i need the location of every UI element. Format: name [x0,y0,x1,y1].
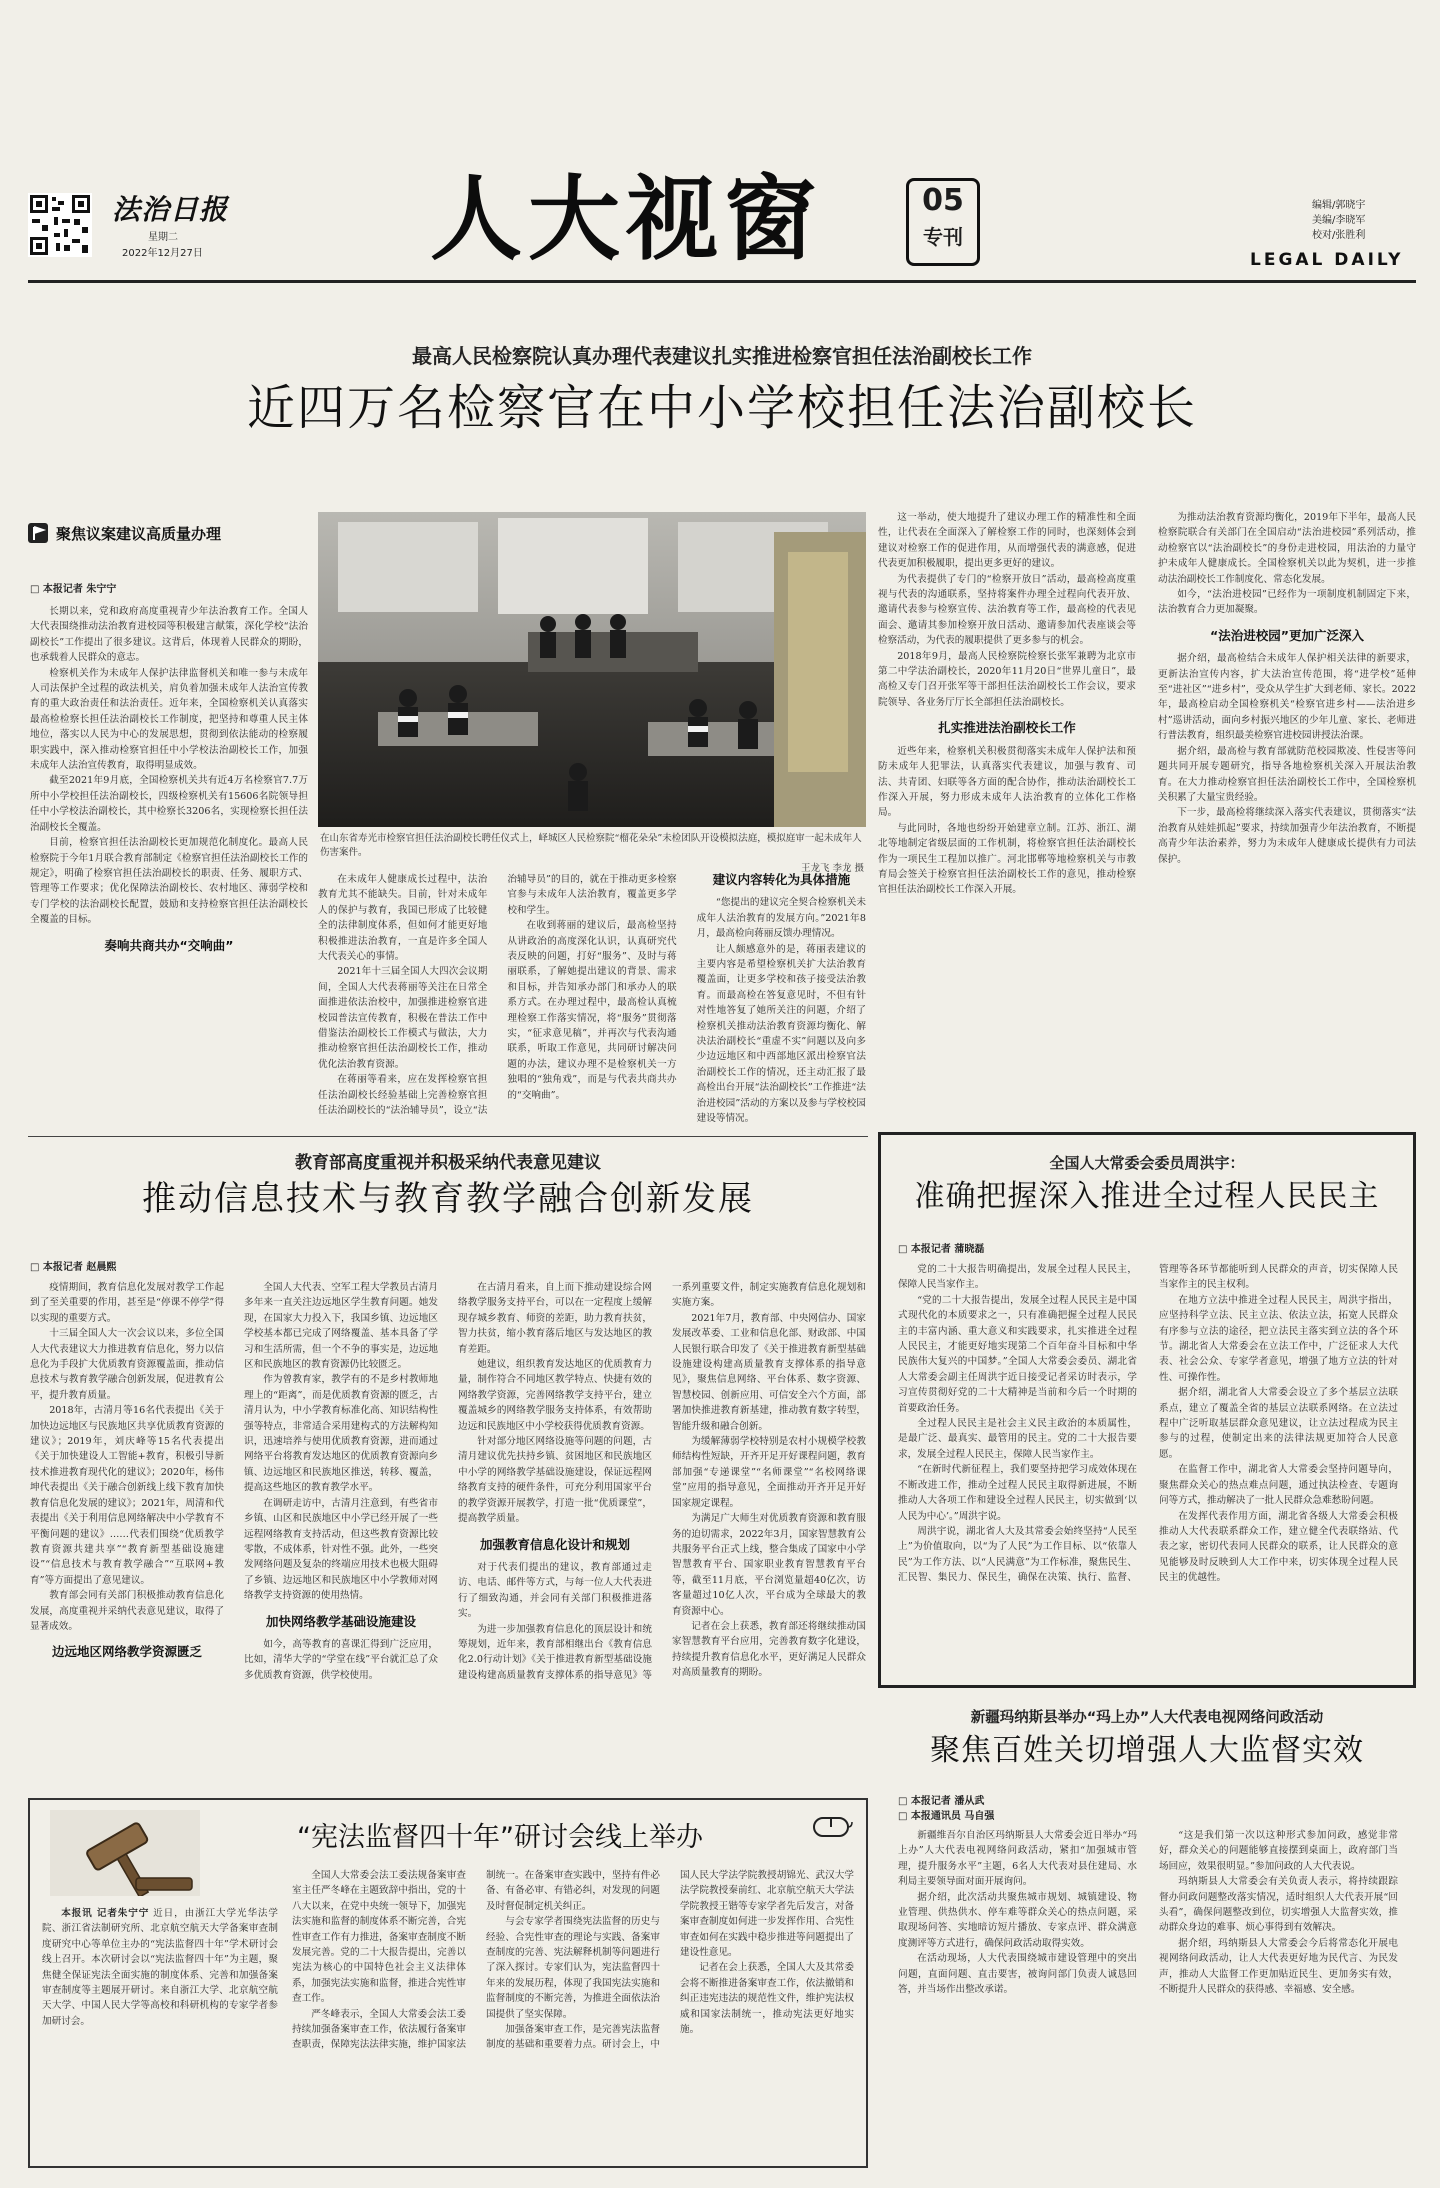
story4-columns [898,1828,1398,2168]
story5-paragraph: 记者在会上获悉，全国人大及其常委会将不断推进备案审查工作，依法撤销和纠正违宪违法的规范性文件，维护宪法权威和国家法制统一，推动宪法更好地实施。 [680,1962,854,2036]
lead-column-1 [30,604,308,1124]
story2-paragraph: 教育部会同有关部门积极推动教育信息化发展，高度重视并采纳代表意见建议，取得了显著成效。 [30,1590,224,1632]
flag-icon [28,523,48,543]
lead-paragraph: 与此同时，各地也纷纷开始建章立制。江苏、浙江、湖北等地制定省级层面的工作机制，将检察官担任法治副校长作为一项民生工程加以推广。河北邯郸等地检察机关与市教育局会签关于检察官担任法治副校长工作的意见，推动检察官担任法治副校长工作深入开展。 [878,822,1136,896]
story4-paragraph: 据介绍，玛纳斯县人大常委会今后将常态化开展电视网络问政活动，让人大代表更好地为民代言、为民发声，推动人大监督工作更加贴近民生、更加务实有效，不断提升人民群众的获得感、幸福感、安全感。 [1159,1937,1398,1996]
story2-paragraph: 为进一步加强教育信息化的顶层设计和统筹规划，近年来，教育部相继出台《教育信息化2.0行动计划》《关于推进教育新型基础设施建设构建高质量教育支撑体系的指导意见》等一系列重要文件，制定实施教育信息化规划和实施方案。 [458,1282,866,1681]
lead-photo-caption-text: 在山东省寿光市检察官担任法治副校长聘任仪式上，峄城区人民检察院“榴花朵朵”未检团队开设模拟法庭，模拟庭审一起未成年人伤害案件。 [320,833,862,858]
story4-headline: 聚焦百姓关切增强人大监督实效 [930,1733,1364,1768]
lead-kicker: 最高人民检察院认真办理代表建议扎实推进检察官担任法治副校长工作 [412,344,1032,368]
story2-paragraph: 为缓解薄弱学校特别是农村小规模学校教师结构性短缺，开齐开足开好课程问题，教育部加强“专递课堂”“名师课堂”“名校网络课堂”应用的指导意见，全面推动开齐开足开好国家规定课程。 [672,1436,866,1509]
story2-paragraph: 作为曾教育家，教学有的不是乡村教师地理上的“距离”，而是优质教育资源的匮乏，古清月认为，中小学教育标准化高、知识结构性强等特点，非常适合采用建构式的方法解构知识，迅速培养与使用优质教育资源，进而通过网络平台将教育发达地区的优质教育资源向乡镇、边远地区和民族地区推送，转移、覆盖，提高这些地区的教育教学水平。 [244,1374,438,1494]
story4-paragraph: “这是我们第一次以这种形式参加问政，感觉非常好，群众关心的问题能够直接摆到桌面上，政府部门当场回应，效果很明显。”参加问政的人大代表说。 [1159,1830,1398,1872]
story5-lead-text: 近日，由浙江大学光华法学院、浙江省法制研究所、北京航空航天大学备案审查制度研究中心等单位主办的“宪法监督四十年”学术研讨会线上召开。本次研讨会以“宪法监督四十年”为主题，聚焦健全保证宪法全面实施的制度体系、完善和加强备案审查制度等主题展开研讨。来自浙江大学、北京航空航天大学、中国人民大学等高校和科研机构的专家学者参加研讨会。 [42,1908,278,2027]
lead-paragraph: 如今，“法治进校园”已经作为一项制度机制固定下来，法治教育合力更加凝聚。 [1158,589,1416,616]
masthead [0,0,1440,300]
story3-paragraph: 周洪宇说，湖北省人大及其常委会始终坚持“人民至上”为价值取向，以“为了人民”为工作目标、以“依靠人民”为工作方法、以“人民满意”为工作标准，聚焦民生、汇民智、集民力、保民生，确保在决策、执行、监督、管理等各环节都能听到人民群众的声音，切实保障人民当家作主的民主权利。 [898,1264,1398,1584]
lead-subheading-1: 奏响共商共办“交响曲” [104,937,234,953]
story5-paragraph: 严冬峰表示，全国人大常委会法工委持续加强备案审查工作，依法履行备案审查职责，保障宪法法律实施，维护国家法制统一。在备案审查实践中，坚持有件必备、有备必审、有错必纠，对发现的问题及时督促制定机关纠正。 [292,1870,660,2051]
story2-subheading-1: 边远地区网络教学资源匮乏 [51,1644,202,1660]
lead-paragraph: 据介绍，最高检与教育部就防范校园欺凌、性侵害等问题共同开展专题研究，指导各地检察机关深入开展法治教育。在大力推动检察官担任法治副校长工作中，全国检察机关积累了大量宝贵经验。 [1158,745,1416,803]
page-number: 05 [922,183,964,218]
lead-paragraph: 检察机关作为未成年人保护法律监督机关和唯一参与未成年人司法保护全过程的政法机关，肩负着加强未成年人法治宣传教育的重大政治责任和法治责任。近年来，全国检察机关认真落实最高检检察长担任法治副校长工作制度，把坚持和尊重人民主体地位，落实以人民为中心的发展思想，贯彻到依法能动的检察履职实践中，深入推动检察官担任中小学校法治副校长工作，加强未成年人法治宣传教育，取得明显成效。 [30,667,308,772]
story2-kicker: 教育部高度重视并积极采纳代表意见建议 [295,1153,601,1173]
section-title: 人大视窗 [430,166,823,273]
story3-headline: 准确把握深入推进全过程人民民主 [914,1179,1380,1214]
proofreader: 校对/张胜利 [1312,230,1366,241]
lead-paragraph: 在收到蒋丽的建议后，最高检坚持从讲政治的高度深化认识，认真研究代表反映的问题，打好“服务”、及时与蒋丽联系，了解她提出建议的背景、需求和目标，并告知承办部门和承办人的联系方式。在办理过程中，最高检认真梳理检察工作落实情况，将“服务”贯彻落实，“征求意见稿”，并再次与代表沟通联系，听取工作意见，共同研讨解决问题的办法，建议办理不是检察机关一方独唱的“独角戏”，而是与代表共商共办的“交响曲”。 [507,920,677,1101]
lead-paragraph: “您提出的建议完全契合检察机关未成年人法治教育的发展方向。”2021年8月，最高检向蒋丽反馈办理情况。 [696,897,866,940]
lead-paragraph: 截至2021年9月底，全国检察机关共有近4万名检察官7.7万所中小学校担任法治副校长，四级检察机关有15606名院领导担任中小学校法治副校长，其中检察长3206名，实现检察长担任法治副校长全覆盖。 [30,775,308,833]
section-tag [28,520,221,546]
story2-paragraph: 在古清月看来，自上而下推动建设综合网络教学服务支持平台，可以在一定程度上缓解现存城乡教育、师资的差距，助力教育扶贫，智力扶贫，缩小教育落后地区与发达地区的教育差距。 [458,1282,652,1355]
story3-paragraph: 在监督工作中，湖北省人大常委会坚持问题导向，聚焦群众关心的热点难点问题，通过执法检查、专题询问等方式，推动解决了一批人民群众急难愁盼问题。 [1159,1464,1398,1507]
story3-kicker: 全国人大常委会委员周洪宇： [1049,1154,1245,1172]
lead-paragraph: 为代表提供了专门的“检察开放日”活动，最高检高度重视与代表的沟通联系，坚持将案件办理全过程向代表开放、邀请代表参与检察宣传、法治教育等工作，最高检的代表见面会、邀请其参加检察开放日活动、邀请参加代表座谈会等检察活动，为代表的履职提供了更多参与的机会。 [878,573,1136,647]
story2-headline: 推动信息技术与教育教学融合创新发展 [142,1179,754,1219]
story3-paragraph: “在新时代新征程上，我们要坚持把学习成效体现在不断改进工作，推动全过程人民民主取得新进展，不断推动人大各项工作和建设全过程人民民主，切实做到‘以人民为中心’。”周洪宇说。 [898,1464,1137,1522]
story2-paragraph: 她建议，组织教育发达地区的优质教育力量，制作符合不同地区教学特点、快捷有效的网络教学资源，完善网络教学支持平台，建立覆盖城乡的网络教学服务支持体系，有效帮助边远和民族地区中小学校获得优质教育资源。 [458,1359,652,1432]
editor-credits [1312,198,1365,243]
computer-mouse-icon [810,1812,854,1842]
story5-paragraph: 与会专家学者围绕宪法监督的历史与经验、合宪性审查的理论与实践、备案审查制度的完善、宪法解释机制等问题进行了深入探讨。专家们认为，宪法监督四十年来的发展历程，体现了我国宪法实施和监督制度的不断完善，为推进全面依法治国提供了坚实保障。 [486,1916,660,2020]
lead-columns-under-photo [318,872,866,1128]
section-tag-label: 聚焦议案建议高质量办理 [56,524,222,543]
story4-paragraph: 据介绍，此次活动共聚焦城市规划、城镇建设、物业管理、供热供水、停车难等群众关心的热点问题，采取现场问答、实地暗访短片播放、专家点评、群众满意度测评等方式进行，确保问政活动取得实效。 [898,1891,1137,1949]
story4-byline-correspondent: □ 本报通讯员 马自强 [898,1811,995,1822]
story3-paragraph: 在地方立法中推进全过程人民民主，周洪宇指出，应坚持科学立法、民主立法、依法立法，拓宽人民群众有序参与立法的途径，把立法民主落实到立法的各个环节。湖北省人大常委会在立法工作中，广泛征求人大代表、社会公众、专家学者意见，增强了地方立法的针对性、可操作性。 [1159,1294,1398,1383]
lead-subheading-3: 扎实推进法治副校长工作 [938,720,1076,736]
story2-paragraph: 为满足广大师生对优质教育资源和教育服务的迫切需求，2022年3月，国家智慧教育公共服务平台正式上线，整合集成了国家中小学智慧教育平台、国家职业教育智慧教育平台等，截至11月底，平台浏览量超40亿次，访客量超过10亿人次，平台成为全球最大的教育资源中心。 [672,1513,866,1617]
story2-paragraph: 全国人大代表、空军工程大学教员古清月多年来一直关注边远地区学生教育问题。她发现，在国家大力投入下，我国乡镇、边远地区学校基本都已完成了网络覆盖、基本具备了学习和生活所需，但一个不争的事实是，边远地区和民族地区的教育资源仍比较匮乏。 [244,1282,438,1371]
story3-paragraph: 党的二十大报告明确提出，发展全过程人民民主，保障人民当家作主。 [898,1264,1137,1291]
lead-paragraph: 为推动法治教育资源均衡化，2019年下半年，最高人民检察院联合有关部门在全国启动“法治进校园”系列活动，推动检察官以“法治副校长”的身份走进校园，用法治的力量守护未成年人健康成长。全国检察机关以此为契机，进一步推动法治副校长工作制度化、常态化发展。 [1158,512,1416,585]
lead-subheading-2: 建议内容转化为具体措施 [712,872,851,887]
story3-paragraph: 据介绍，湖北省人大常委会设立了多个基层立法联系点，建立了覆盖全省的基层立法联系网络。在立法过程中广泛听取基层群众意见建议，让立法过程成为民主参与的过程，使制定出来的法律法规更加符合人民意愿。 [1159,1387,1398,1460]
lead-paragraph: 下一步，最高检将继续深入落实代表建议，贯彻落实“法治教育从娃娃抓起”要求，持续加强青少年法治教育，不断提高青少年法治素养，努力为未成年人健康成长提供有力司法保护。 [1158,807,1416,865]
story5-columns [292,1868,854,2158]
story4-byline-reporter: □ 本报记者 潘从武 [898,1796,985,1807]
story3-paragraph: 在发挥代表作用方面，湖北省各级人大常委会积极推动人大代表联系群众工作，建立健全代表联络站、代表之家，密切代表同人民群众的联系，让人民群众的意见能够及时反映到人大工作中来，切实体现全过程人民民主的优越性。 [1159,1510,1398,1584]
story2-paragraph: 2021年7月，教育部、中央网信办、国家发展改革委、工业和信息化部、财政部、中国人民银行联合印发了《关于推进教育新型基础设施建设构建高质量教育支撑体系的指导意见》，聚焦信息网络、平台体系、数字资源、智慧校园、创新应用、可信安全六个方面，部署加快推进教育新基建，推动教育数字转型，智能升级和融合创新。 [672,1312,866,1432]
story3-byline: □ 本报记者 蒲晓磊 [898,1244,985,1255]
story5-headline: “宪法监督四十年”研讨会线上举办 [297,1822,703,1853]
page-type: 专刊 [923,225,963,249]
story2-paragraph: 疫情期间，教育信息化发展对教学工作起到了至关重要的作用，甚至是“停课不停学”得以实现的重要方式。 [30,1282,224,1324]
story2-paragraph: 针对部分地区网络设施等问题的问题，古清月建议优先扶持乡镇、贫困地区和民族地区中小学的网络教学基础设施建设，保证远程网络教育支持的硬件条件，可充分利用国家平台的教学资源开展教学，打造一批“优质课堂”，提高教学质量。 [458,1436,652,1525]
story3-columns [898,1262,1398,1674]
story2-paragraph: 对于代表们提出的建议，教育部通过走访、电话、邮件等方式，与每一位人大代表进行了细致沟通，并会同有关部门积极推进落实。 [458,1561,652,1620]
lead-paragraph: 在蒋丽等看来，应在发挥检察官担任法治副校长经验基础上完善检察官担任法治副校长的“法治辅导员”，设立“法治辅导员”的目的，就在于推动更多检察官参与未成年人法治教育，覆盖更多学校和学生。 [318,874,677,1117]
story3-paragraph: “党的二十大报告提出，发展全过程人民民主是中国式现代化的本质要求之一，只有准确把握全过程人民民主的丰富内涵、重大意义和实践要求，扎实推进全过程人民民主，才能更好地实现第二个百年奋斗目标和中华民族伟大复兴的中国梦。”全国人大常委会委员、湖北省人大常委会副主任周洪宇近日接受记者采访时表示，学习宣传贯彻好党的二十大精神是当前和今后一个时期的首要政治任务。 [898,1294,1137,1414]
story5-lead-paragraph [42,1906,278,2029]
story2-paragraph: 在调研走访中，古清月注意到，有些省市乡镇、山区和民族地区中小学已经开展了一些远程网络教育支持活动，但这些教育资源比较零散，不成体系，针对性不强。此外，一些突发网络问题及复杂的终端应用技术也极大阻碍了乡镇、边远地区和民族地区中小学教师对网络教学支持资源的使用热情。 [244,1497,438,1602]
lead-paragraph: 在未成年人健康成长过程中，法治教育尤其不能缺失。目前，针对未成年人的保护与教育，我国已形成了比较健全的法律制度体系，但如何才能更好地积极推进法治教育，一直是许多全国人大代表关心的事情。 [318,874,488,963]
story4-byline [898,1792,994,1822]
lead-photo-credit: 王龙飞 李龙 摄 [800,863,864,874]
story2-paragraph: 记者在会上获悉，教育部还将继续推动国家智慧教育平台应用，完善教育数字化建设，持续提升教育信息化水平，更好满足人民群众对高质量教育的期盼。 [672,1620,866,1679]
lead-subheading-4: “法治进校园”更加广泛深入 [1210,627,1364,643]
lead-paragraph: 目前，检察官担任法治副校长更加规范化制度化。最高人民检察院于今年1月联合教育部制定《检察官担任法治副校长工作的规定》，明确了检察官担任法治副校长的职责、任务、履职方式、管理等工作要求；优化保障法治副校长、农村地区、薄弱学校和专门学校的法治副校长配置，鼓励和支持检察官担任法治副校长全覆盖的目标。 [30,837,308,926]
story2-rule [28,1136,868,1137]
story2-byline: □ 本报记者 赵晨熙 [30,1262,117,1273]
story2-paragraph: 十三届全国人大一次会议以来，多位全国人大代表建议大力推进教育信息化，努力以信息化为手段扩大优质教育资源覆盖面，推动信息技术与教育教学融合创新发展，促进教育公平，提升教育质量。 [30,1328,224,1401]
lead-photo[interactable] [318,512,866,827]
story5-byline: 本报讯 记者朱宁宁 [61,1908,150,1919]
story5-lead-column [42,1906,278,2158]
designer: 美编/李晓军 [1312,215,1366,226]
lead-paragraph: 2021年十三届全国人大四次会议期间，全国人大代表蒋丽等关注在日常全面推进依法治校中，加强推进检察官进校园普法宣传教育，积极在普法工作中借鉴法治副校长工作模式与做法，大力推动检察官担任法治副校长工作，推动优化法治教育资源。 [318,966,488,1070]
issue-date: 2022年12月27日 [122,248,203,259]
lead-paragraph: 这一举动，使大地提升了建议办理工作的精准性和全面性，让代表在全面深入了解检察工作的同时，也深刻体会到建议对检察工作的促进作用，从而增强代表的满意感，促进代表更加积极履职，提出更多更好的建议。 [878,512,1136,570]
courtroom-photo-image [318,512,866,827]
masthead-rule [28,280,1416,283]
lead-byline: □ 本报记者 朱宁宁 [30,584,117,595]
story5-paragraph: 加强备案审查工作，是完善宪法监督制度的基础和重要着力点。研讨会上，中国人民大学法学院教授胡锦光、武汉大学法学院教授秦前红、北京航空航天大学法学院教授王锴等专家学者先后发言，对备案审查制度如何进一步发挥作用、合宪性审查如何在实践中稳步推进等问题提出了建设性意见。 [486,1870,854,2051]
lead-paragraph: 让人颇感意外的是，蒋丽表建议的主要内容是希望检察机关扩大法治教育覆盖面，让更多学校和孩子接受法治教育。而最高检在答复意见时，不但有针对性地答复了她所关注的问题，介绍了检察机关推动法治教育资源均衡化、解决法治副校长“重虚不实”问题以及向多少边远地区和中西部地区派出检察官法治副校长工作的情况，还主动汇报了最高检出台开展“法治副校长”工作推进“法治进校园”活动的方案以及参与学校校园建设等情况。 [696,943,866,1125]
story2-paragraph: 如今，高等教育的喜课汇得到广泛应用，比如，清华大学的“学堂在线”平台就汇总了众多优质教育资源，供学校使用。 [244,1638,438,1681]
gavel-icon [50,1810,200,1896]
english-name: LEGAL DAILY [1250,250,1404,270]
lead-headline: 近四万名检察官在中小学校担任法治副校长 [246,380,1197,436]
story4-paragraph: 在活动现场，人大代表围绕城市建设管理中的突出问题，直面问题、直击要害，被询问部门负责人诚恳回答，并当场作出整改承诺。 [898,1953,1137,1996]
paper-name-logo: 法治日报 [112,193,229,226]
lead-paragraph: 近些年来，检察机关积极贯彻落实未成年人保护法和预防未成年人犯罪法，认真落实代表建议，加强与教育、司法、共青团、妇联等各方面的配合协作，推动法治副校长工作深入开展，努力形成未成年人法治教育的立体化工作格局。 [878,745,1136,819]
lead-paragraph: 据介绍，最高检结合未成年人保护相关法律的新要求，更新法治宣传内容，扩大法治宣传范围，将“进学校”延伸至“进社区”“进乡村”，受众从学生扩大到老师、家长。2022年，最高检启动全国检察机关“检察官进乡村——法治进乡村”巡讲活动，面向乡村振兴地区的少年儿童、家长、老师进行普法教育，组织最美检察官进校园讲授法治课。 [1158,653,1416,742]
story4-kicker: 新疆玛纳斯县举办“玛上办”人大代表电视网络问政活动 [970,1710,1324,1726]
story3-paragraph: 全过程人民民主是社会主义民主政治的本质属性，是最广泛、最真实、最管用的民主。党的二十大报告要求，发展全过程人民民主，保障人民当家作主。 [898,1418,1137,1460]
lead-photo-caption [320,832,864,876]
weekday: 星期二 [148,232,178,243]
story5-paragraph: 全国人大常委会法工委法规备案审查室主任严冬峰在主题致辞中指出，党的十八大以来，在党中央统一领导下，加强宪法实施和监督的制度体系不断完善，合宪性审查工作有力推进，备案审查制度不断发展完善。党的二十大报告提出，完善以宪法为核心的中国特色社会主义法律体系，加强宪法实施和监督，推进合宪性审查工作。 [292,1870,466,2005]
lead-paragraph: 长期以来，党和政府高度重视青少年法治教育工作。全国人大代表围绕推动法治教育进校园等积极建言献策，深化学校“法治副校长”工作提出了很多建议。这背后，体现着人民群众的期盼，也承载着人民群众的意志。 [30,606,308,664]
story2-paragraph: 2018年，古清月等16名代表提出《关于加快边远地区与民族地区共享优质教育资源的建议》；2019年，刘庆峰等15名代表提出《关于加快建设人工智能+教育，积极引导新技术推进教育现代化的建议》；2020年，杨伟坤代表提出《关于融合创新线上线下教育加快教育信息化发展的建议》；2021年，周清和代表提出《关于利用信息网络解决中小学教育不平衡问题的建议》……代表们围绕“优质教学教育资源共建共享”“教育新型基础设施建设”“信息技术与教育教学融合”“互联网+教育”等方面提出了意见建议。 [30,1405,224,1586]
editor: 编辑/郭晓宇 [1312,200,1366,211]
qr-code-icon[interactable] [28,193,92,257]
story2-columns [30,1280,866,1788]
story4-paragraph: 玛纳斯县人大常委会有关负责人表示，将持续跟踪督办问政问题整改落实情况，适时组织人大代表开展“回头看”，确保问题整改到位，切实增强人大监督实效，推动群众身边的难事、烦心事得到有效解决。 [1159,1876,1398,1934]
page-number-box [906,178,980,266]
story2-subheading-2: 加快网络教学基础设施建设 [265,1613,416,1629]
story4-paragraph: 新疆维吾尔自治区玛纳斯县人大常委会近日举办“玛上办”人大代表电视网络问政活动，紧扣“加强城市管理，提升服务水平”主题，6名人大代表对县住建局、水利局主要领导面对面开展询问。 [898,1830,1137,1888]
story2-subheading-3: 加强教育信息化设计和规划 [479,1536,630,1552]
lead-paragraph: 2018年9月，最高人民检察院检察长张军兼聘为北京市第二中学法治副校长，2020年11月20日“世界儿童日”，最高检又专门召开张军等干部担任法治副校长工作会议，要求院领导、各业务厅厅长全部担任法治副校长。 [878,650,1136,708]
lead-columns-right [878,510,1416,1126]
